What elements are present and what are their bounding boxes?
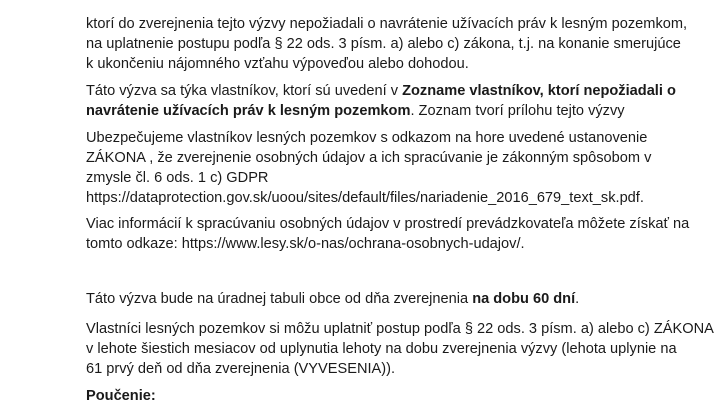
text-line: k ukončeniu nájomného vzťahu výpoveďou alebo dohodou.: [86, 56, 469, 72]
paragraph-gdpr: [86, 128, 696, 208]
owners-list-title-cont: navrátenie užívacích práv k lesným pozemkom: [86, 103, 411, 119]
posting-duration: na dobu 60 dní: [472, 291, 576, 307]
owners-list-title: Zozname vlastníkov, ktorí nepožiadali o: [402, 83, 676, 99]
text-line: ktorí do zverejnenia tejto výzvy nepožiadali o navrátenie užívacích práv k lesným pozemkom,: [86, 16, 688, 32]
text-line: v lehote šiestich mesiacov od uplynutia lehoty na dobu zverejnenia výzvy (lehota uplynie na: [86, 341, 677, 357]
text-run: . Zoznam tvorí prílohu tejto výzvy: [410, 103, 625, 119]
text-line: ZÁKONA , že zverejnenie osobných údajov a ich spracúvanie je zákonným spôsobom v: [86, 150, 652, 166]
privacy-link: tomto odkaze: https://www.lesy.sk/o-nas/ochrana-osobnych-udajov/.: [86, 236, 525, 252]
text-run: Táto výzva bude na úradnej tabuli obce od dňa zverejnenia: [86, 291, 473, 307]
paragraph-intro: [86, 14, 696, 74]
text-line: zmysle čl. 6 ods. 1 c) GDPR: [86, 170, 269, 186]
text-line: Ubezpečujeme vlastníkov lesných pozemkov s odkazom na hore uvedené ustanovenie: [86, 130, 648, 146]
text-line: na uplatnenie postupu podľa § 22 ods. 3 písm. a) alebo c) zákona, t.j. na konanie smerujúce: [86, 36, 681, 52]
gdpr-link: https://dataprotection.gov.sk/uoou/sites/default/files/nariadenie_2016_679_text_sk.pdf.: [86, 190, 644, 206]
text-line: [86, 289, 696, 309]
text-run: .: [575, 291, 580, 307]
text-line: Viac informácií k spracúvaniu osobných údajov v prostredí prevádzkovateľa môžete získať na: [86, 216, 690, 232]
text-line: Vlastníci lesných pozemkov si môžu uplatniť postup podľa § 22 ods. 3 písm. a) alebo c) ZÁKONA: [86, 321, 714, 337]
text-line: 61 prvý deň od dňa zverejnenia (VYVESENIA)).: [86, 361, 396, 377]
text-line: [86, 101, 696, 121]
paragraph-deadline: [86, 319, 714, 379]
notice-heading: Poučenie:: [86, 388, 156, 404]
paragraph-more-info: [86, 214, 696, 254]
paragraph-posting-period: [86, 289, 696, 309]
paragraph-notice: [86, 386, 696, 406]
text-run: Táto výzva sa týka vlastníkov, ktorí sú uvedení v: [86, 83, 403, 99]
text-line: [86, 81, 696, 101]
paragraph-owners-list: [86, 81, 696, 121]
